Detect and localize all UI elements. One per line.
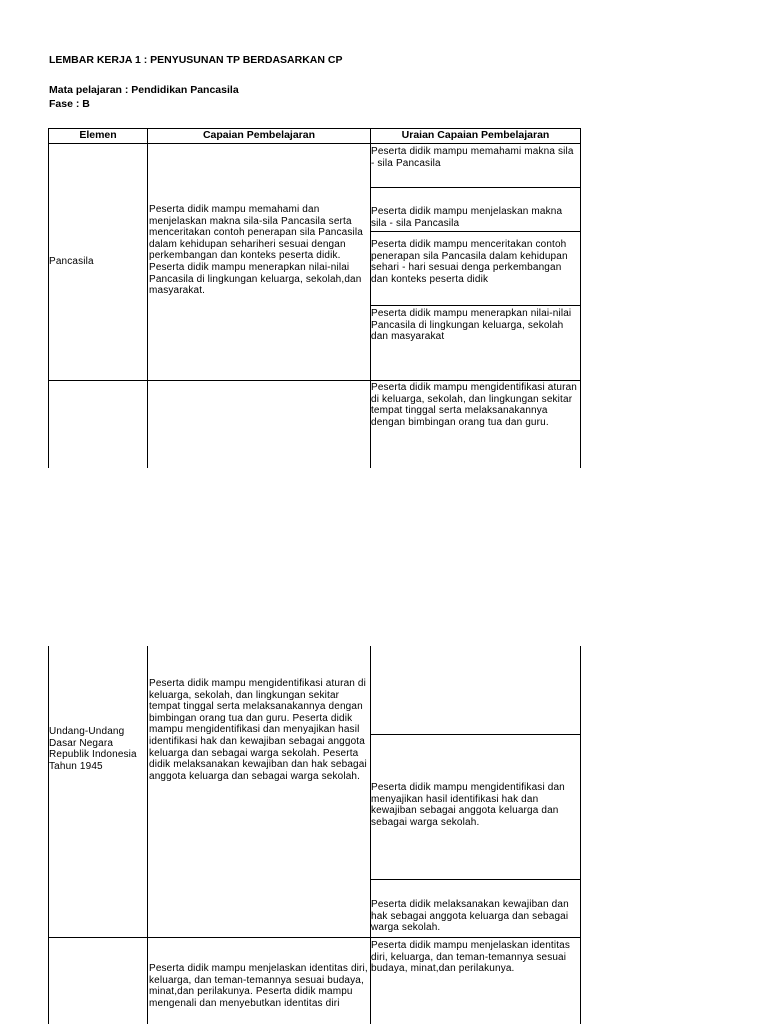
uraian-cell: Peserta didik mampu memahami makna sila - sila Pancasila — [371, 146, 574, 169]
uraian-cell: Peserta didik melaksanakan kewajiban dan hak sebagai anggota keluarga dan sebagai warga sekolah. — [371, 899, 569, 934]
row-divider — [48, 937, 581, 938]
table-border-left — [48, 128, 49, 468]
document-title: LEMBAR KERJA 1 : PENYUSUNAN TP BERDASARKAN CP — [49, 54, 343, 66]
capaian-cell: Peserta didik mampu menjelaskan identitas diri, keluarga, dan teman-temannya sesuai budaya, minat,dan perilakunya. Peserta didik mampu mengenali dan menyebutkan identitas diri — [149, 963, 368, 1009]
uraian-cell: Peserta didik mampu menceritakan contoh penerapan sila Pancasila dalam kehidupan sehari - hari sesuai denga perkembangan dan konteks peserta didik — [371, 239, 568, 285]
subject-line: Mata pelajaran : Pendidikan Pancasila — [49, 84, 239, 96]
elemen-cell: Undang-Undang Dasar Negara Republik Indonesia Tahun 1945 — [49, 726, 137, 772]
row-divider — [370, 879, 581, 880]
row-divider — [48, 380, 581, 381]
uraian-cell: Peserta didik mampu mengidentifikasi aturan di keluarga, sekolah, dan lingkungan sekitar tempat tinggal serta melaksanakannya dengan bimbingan orang tua dan guru. — [371, 382, 577, 428]
uraian-cell: Peserta didik mampu menjelaskan makna sila - sila Pancasila — [371, 206, 563, 229]
column-header-capaian: Capaian Pembelajaran — [202, 129, 316, 141]
elemen-cell: Pancasila — [49, 256, 94, 267]
row-divider — [370, 734, 581, 735]
table-border-right — [580, 128, 581, 468]
row-divider — [370, 305, 581, 306]
table-border-left — [48, 646, 49, 1024]
capaian-cell: Peserta didik mampu mengidentifikasi aturan di keluarga, sekolah, dan lingkungan sekitar tempat tinggal serta melaksanakannya dengan bimbingan orang tua dan guru. Peserta didik mampu mengidentifikasi dan menyajikan hasil identifikasi hak dan kewajiban sebagai anggota keluarga dan sebagai warga sekolah. Peserta didik melaksanakan kewajiban dan hak sebagai anggota keluarga dan sebagai warga sekolah. — [149, 678, 367, 782]
uraian-cell: Peserta didik mampu menerapkan nilai-nilai Pancasila di lingkungan keluarga, sekolah dan masyarakat — [371, 308, 572, 343]
row-divider — [370, 231, 581, 232]
column-header-elemen: Elemen — [79, 129, 117, 141]
row-divider — [370, 187, 581, 188]
column-divider-1 — [147, 646, 148, 1024]
column-divider-1 — [147, 128, 148, 468]
uraian-cell: Peserta didik mampu mengidentifikasi dan menyajikan hasil identifikasi hak dan kewajiban sebagai anggota keluarga dan sebagai warga sekolah. — [371, 782, 565, 828]
phase-line: Fase : B — [49, 98, 90, 110]
header-bottom-line — [48, 143, 581, 144]
table-border-right — [580, 646, 581, 1024]
uraian-cell: Peserta didik mampu menjelaskan identitas diri, keluarga, dan teman-temannya sesuai budaya, minat,dan perilakunya. — [371, 940, 571, 975]
capaian-cell: Peserta didik mampu memahami dan menjelaskan makna sila-sila Pancasila serta menceritakan contoh penerapan sila Pancasila dalam kehidupan sehariheri sesuai dengan perkembangan dan konteks peserta didik. Peserta didik mampu menerapkan nilai-nilai Pancasila di lingkungan keluarga, sekolah,dan masyarakat. — [149, 204, 363, 297]
column-header-uraian: Uraian Capaian Pembelajaran — [401, 129, 550, 141]
